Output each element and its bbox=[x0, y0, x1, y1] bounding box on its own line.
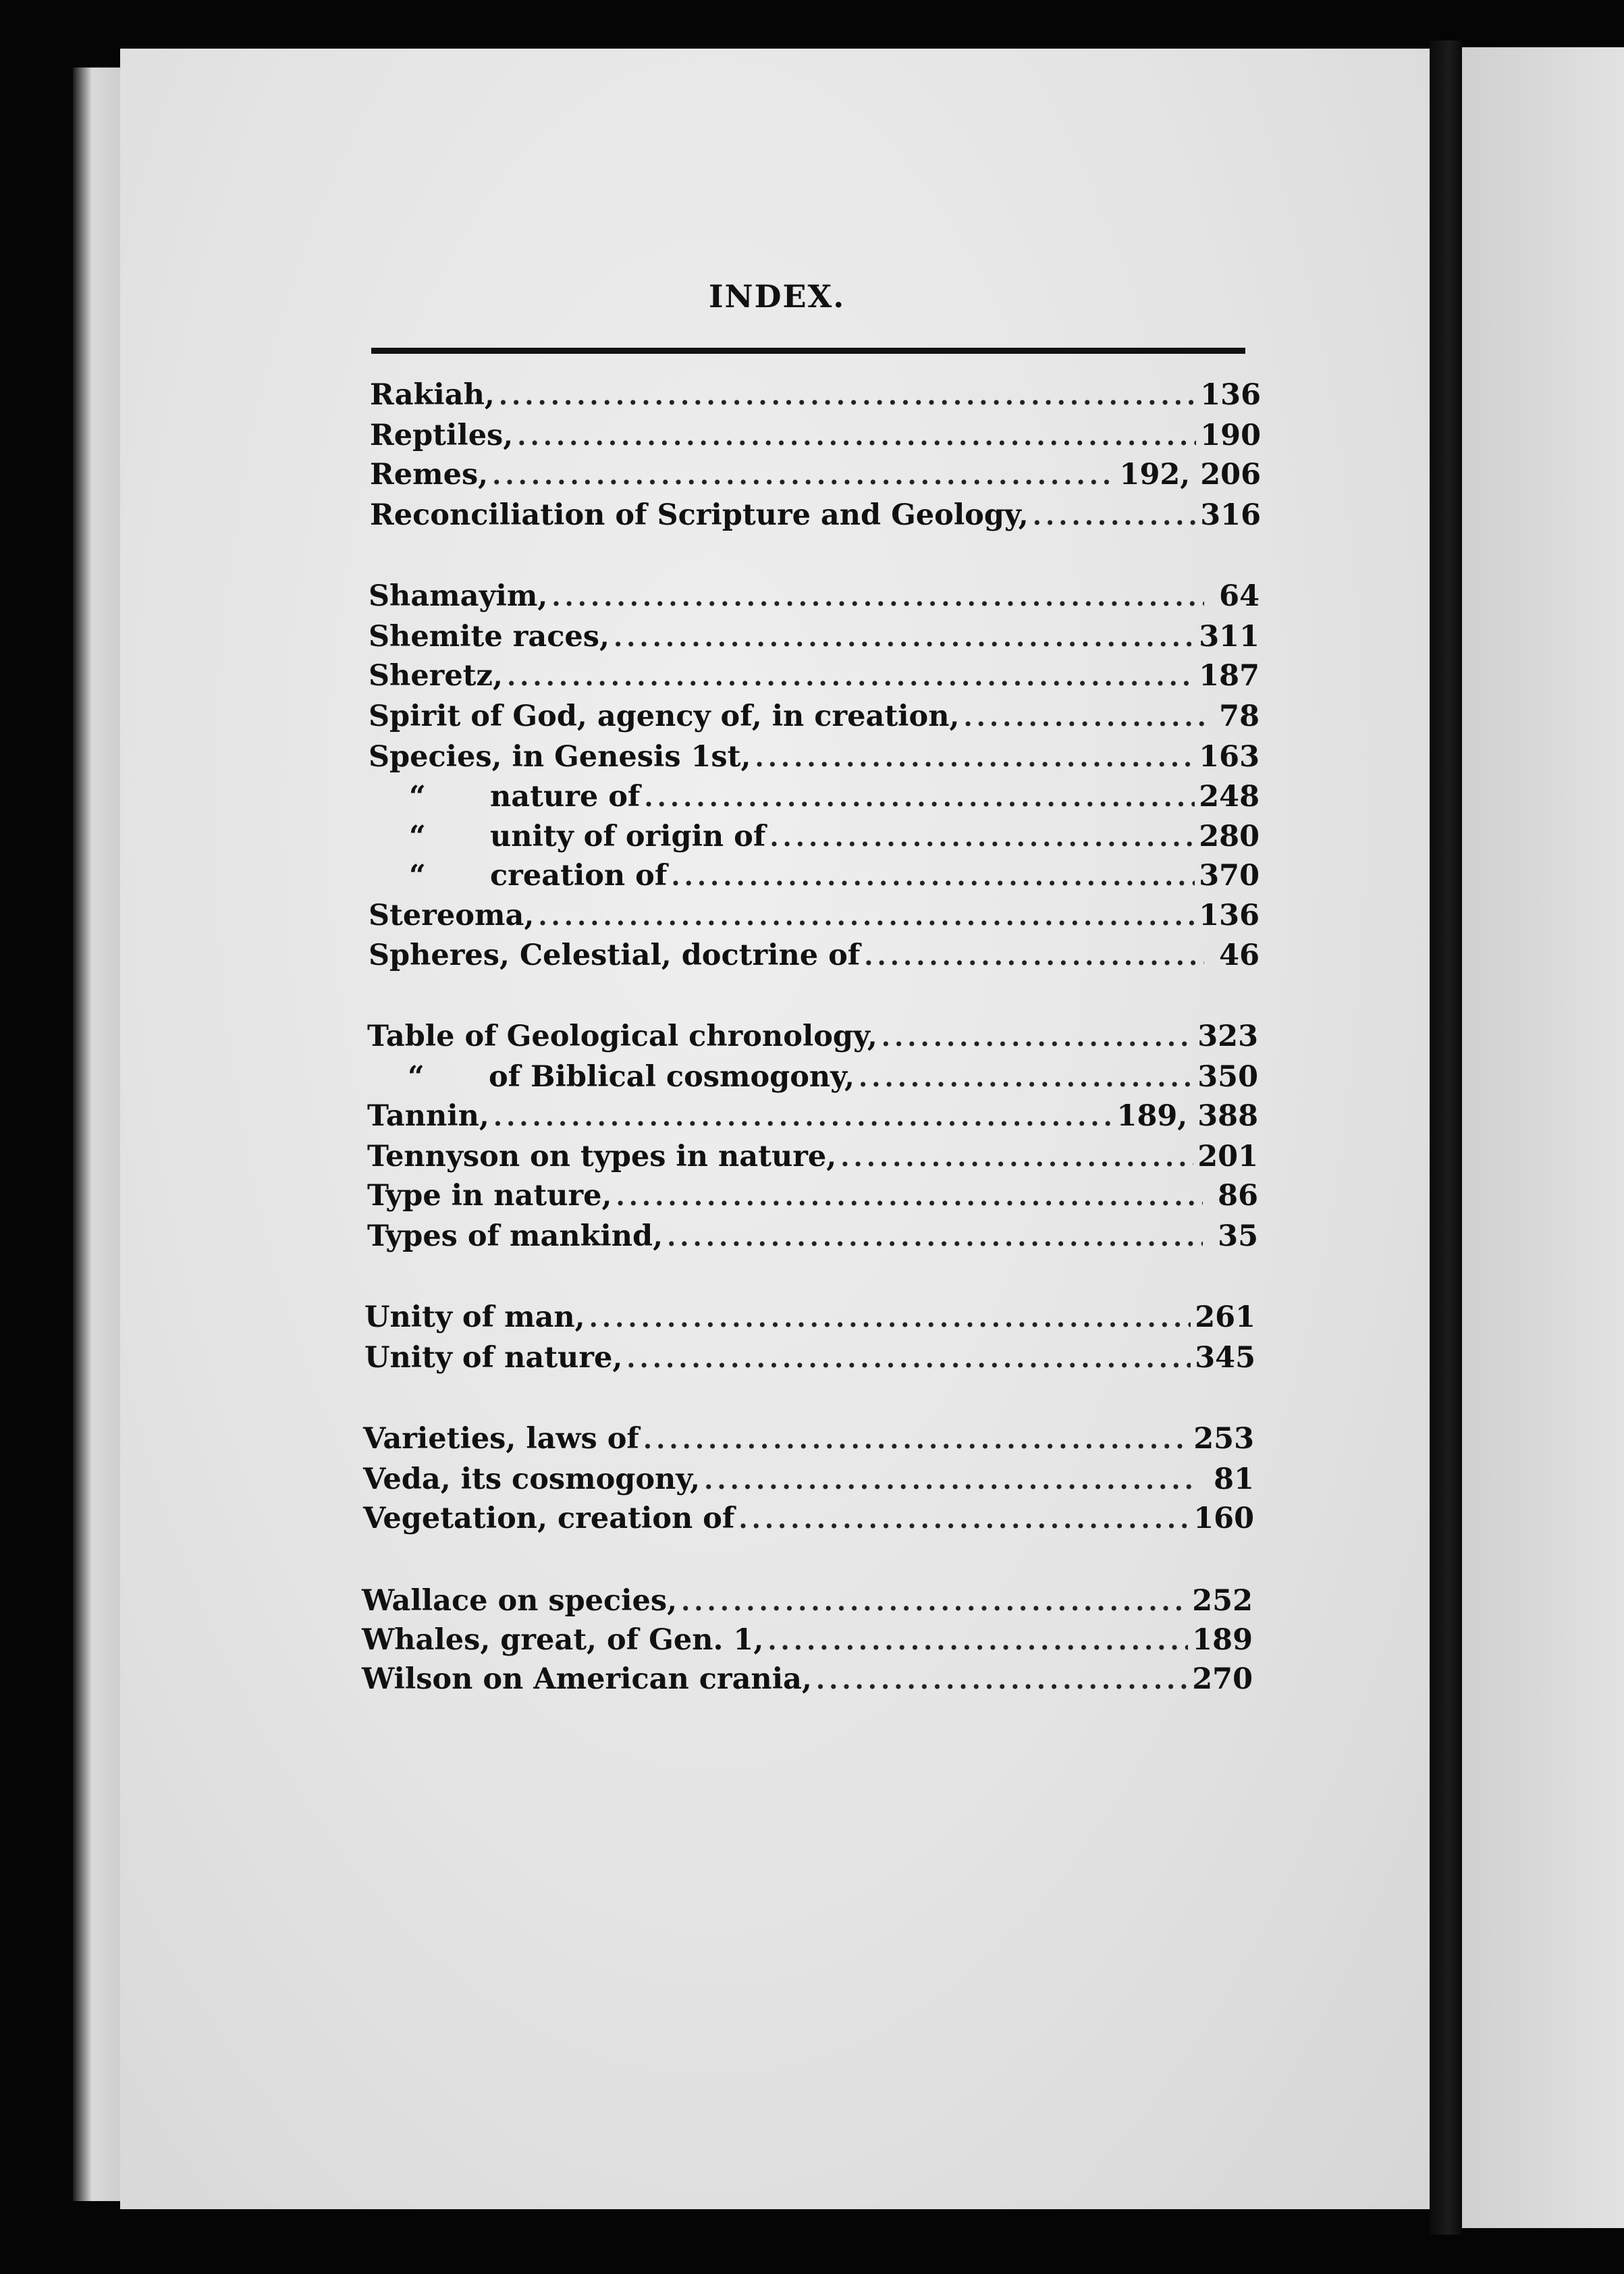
index-term bbox=[369, 780, 640, 814]
page-reference: 253 bbox=[1193, 1422, 1254, 1456]
index-term bbox=[367, 1219, 663, 1253]
ditto-mark: “ bbox=[409, 859, 426, 893]
index-term bbox=[369, 699, 959, 733]
dot-leader bbox=[671, 861, 1195, 891]
index-term-text: nature of bbox=[490, 780, 641, 814]
dot-leader bbox=[551, 581, 1204, 612]
index-term bbox=[369, 740, 751, 774]
index-term bbox=[367, 1020, 877, 1053]
index-term bbox=[370, 378, 495, 412]
index-entry bbox=[364, 1300, 1255, 1338]
index-term-text: Reptiles, bbox=[370, 419, 514, 452]
index-term bbox=[369, 899, 534, 932]
dot-leader bbox=[644, 782, 1195, 812]
index-term bbox=[367, 1140, 836, 1173]
dot-leader bbox=[1033, 500, 1196, 531]
index-term bbox=[364, 1341, 622, 1375]
dot-leader bbox=[538, 901, 1195, 931]
page-reference: 280 bbox=[1199, 820, 1260, 853]
index-term bbox=[363, 1422, 639, 1456]
dot-leader bbox=[616, 1181, 1203, 1211]
index-term-text: creation of bbox=[490, 859, 668, 893]
index-term-text: Rakiah, bbox=[370, 378, 495, 412]
dot-leader bbox=[963, 702, 1204, 732]
page-reference: 78 bbox=[1219, 699, 1260, 733]
index-term-text: Remes, bbox=[370, 458, 489, 492]
index-entry bbox=[369, 820, 1260, 857]
index-entry bbox=[367, 1099, 1258, 1137]
index-entry bbox=[367, 1060, 1258, 1098]
index-term bbox=[362, 1623, 763, 1657]
dot-leader bbox=[517, 421, 1196, 451]
index-term-text: Reconciliation of Scripture and Geology, bbox=[370, 498, 1029, 532]
index-term-text: Type in nature, bbox=[367, 1179, 612, 1213]
index-term-text: Shemite races, bbox=[369, 620, 610, 654]
index-entry bbox=[370, 419, 1261, 456]
index-entry bbox=[369, 579, 1260, 617]
dot-leader bbox=[767, 1625, 1188, 1656]
index-entry bbox=[369, 659, 1260, 697]
index-entry bbox=[369, 620, 1260, 658]
page-reference: 190 bbox=[1200, 419, 1261, 452]
index-term bbox=[367, 1179, 612, 1213]
index-entry bbox=[370, 458, 1261, 496]
index-entry bbox=[369, 938, 1260, 976]
page-reference: 192, 206 bbox=[1119, 458, 1261, 492]
page-reference: 189, 388 bbox=[1116, 1099, 1258, 1133]
index-term-text: Wallace on species, bbox=[362, 1584, 678, 1618]
index-entry bbox=[367, 1219, 1258, 1257]
dot-leader bbox=[492, 460, 1115, 490]
index-term bbox=[369, 579, 547, 613]
index-term bbox=[369, 620, 610, 654]
index-term-text: Species, in Genesis 1st, bbox=[369, 740, 751, 774]
dot-leader bbox=[681, 1586, 1188, 1616]
dot-leader bbox=[816, 1664, 1188, 1695]
page-reference: 160 bbox=[1193, 1502, 1254, 1535]
index-term-text: Stereoma, bbox=[369, 899, 535, 932]
index-term bbox=[362, 1584, 677, 1618]
page-reference: 316 bbox=[1200, 498, 1261, 532]
index-entry bbox=[369, 899, 1260, 936]
dot-leader bbox=[643, 1424, 1189, 1454]
page-reference: 270 bbox=[1192, 1662, 1253, 1696]
dot-leader bbox=[589, 1302, 1191, 1333]
index-term-text: Veda, its cosmogony, bbox=[363, 1462, 701, 1496]
index-entry bbox=[369, 740, 1260, 778]
index-term-text: Spirit of God, agency of, in creation, bbox=[369, 699, 960, 733]
index-entry bbox=[364, 1341, 1255, 1379]
index-term bbox=[362, 1662, 812, 1696]
index-term-text: Types of mankind, bbox=[367, 1219, 664, 1253]
page-reference: 252 bbox=[1192, 1584, 1253, 1618]
ditto-mark: “ bbox=[409, 820, 426, 853]
index-term bbox=[370, 419, 513, 452]
page-reference: 136 bbox=[1200, 378, 1261, 412]
index-term-text: Shamayim, bbox=[369, 579, 548, 613]
index-entry bbox=[369, 859, 1260, 897]
index-entry bbox=[362, 1623, 1253, 1661]
page-heading: INDEX. bbox=[709, 278, 846, 315]
index-entry bbox=[363, 1462, 1254, 1500]
index-entry bbox=[367, 1140, 1258, 1178]
index-term-text: Vegetation, creation of bbox=[363, 1502, 735, 1535]
index-entry bbox=[369, 780, 1260, 818]
dot-leader bbox=[704, 1464, 1199, 1495]
page-reference: 350 bbox=[1197, 1060, 1258, 1094]
index-term-text: Spheres, Celestial, doctrine of bbox=[369, 938, 861, 972]
index-entry bbox=[369, 699, 1260, 737]
dot-leader bbox=[626, 1343, 1191, 1373]
ditto-mark: “ bbox=[409, 780, 426, 814]
ditto-mark: “ bbox=[408, 1060, 425, 1094]
dot-leader bbox=[667, 1221, 1203, 1252]
page-reference: 187 bbox=[1199, 659, 1260, 693]
dot-leader bbox=[614, 622, 1195, 652]
index-term-text: unity of origin of bbox=[490, 820, 766, 853]
page-reference: 46 bbox=[1219, 938, 1260, 972]
index-entry bbox=[370, 378, 1261, 416]
dot-leader bbox=[507, 661, 1195, 691]
page-reference: 35 bbox=[1218, 1219, 1258, 1253]
page-reference: 370 bbox=[1199, 859, 1260, 893]
index-entry bbox=[362, 1662, 1253, 1700]
index-term bbox=[370, 498, 1029, 532]
page-reference: 81 bbox=[1214, 1462, 1254, 1496]
index-term bbox=[369, 820, 765, 853]
index-term bbox=[367, 1099, 489, 1133]
index-term bbox=[364, 1300, 585, 1334]
dot-leader bbox=[738, 1504, 1189, 1534]
dot-leader bbox=[499, 380, 1196, 411]
index-term-text: of Biblical cosmogony, bbox=[489, 1060, 855, 1094]
index-term bbox=[369, 859, 667, 893]
index-entry bbox=[367, 1179, 1258, 1217]
index-term-text: Table of Geological chronology, bbox=[367, 1020, 877, 1053]
dot-leader bbox=[493, 1101, 1113, 1132]
index-term-text: Whales, great, of Gen. 1, bbox=[362, 1623, 764, 1657]
index-entry bbox=[363, 1422, 1254, 1460]
index-term bbox=[367, 1060, 855, 1094]
index-term-text: Sheretz, bbox=[369, 659, 503, 693]
index-term-text: Tannin, bbox=[367, 1099, 489, 1133]
page-reference: 345 bbox=[1195, 1341, 1255, 1375]
dot-leader bbox=[755, 742, 1195, 772]
page-reference: 163 bbox=[1199, 740, 1260, 774]
page-reference: 86 bbox=[1218, 1179, 1258, 1213]
index-term-text: Varieties, laws of bbox=[363, 1422, 639, 1456]
page-reference: 248 bbox=[1199, 780, 1260, 814]
index-entry bbox=[370, 498, 1261, 536]
page-reference: 311 bbox=[1199, 620, 1260, 654]
dot-leader bbox=[864, 941, 1204, 971]
index-term bbox=[370, 458, 488, 492]
index-entry bbox=[367, 1020, 1258, 1057]
index-term-text: Wilson on American crania, bbox=[362, 1662, 812, 1696]
index-term bbox=[369, 659, 503, 693]
page-reference: 64 bbox=[1219, 579, 1260, 613]
index-term bbox=[363, 1462, 700, 1496]
dot-leader bbox=[882, 1022, 1193, 1052]
index-term-text: Unity of man, bbox=[364, 1300, 585, 1334]
page-reference: 189 bbox=[1192, 1623, 1253, 1657]
index-term-text: Tennyson on types in nature, bbox=[367, 1140, 837, 1173]
page-reference: 201 bbox=[1197, 1140, 1258, 1173]
dot-leader bbox=[859, 1062, 1193, 1092]
dot-leader bbox=[769, 822, 1195, 852]
index-term-text: Unity of nature, bbox=[364, 1341, 623, 1375]
page-reference: 261 bbox=[1195, 1300, 1255, 1334]
index-term bbox=[369, 938, 860, 972]
index-entry bbox=[362, 1584, 1253, 1622]
index-term bbox=[363, 1502, 734, 1535]
index-entry bbox=[363, 1502, 1254, 1539]
dot-leader bbox=[840, 1142, 1193, 1172]
page-reference: 323 bbox=[1197, 1020, 1258, 1053]
page-reference: 136 bbox=[1199, 899, 1260, 932]
